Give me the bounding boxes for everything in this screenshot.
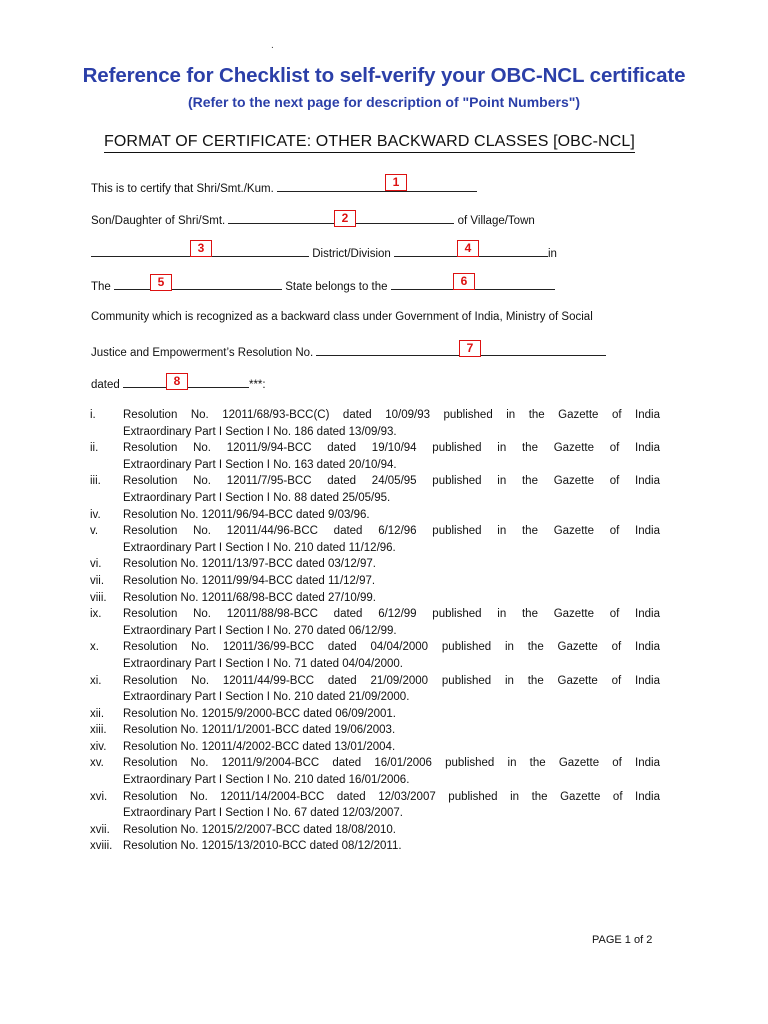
point-marker-7: 7 <box>459 340 481 357</box>
resolution-item <box>90 440 660 473</box>
reference-title: Reference for Checklist to self-verify your OBC-NCL certificate <box>82 64 686 87</box>
stray-dot: . <box>271 40 274 51</box>
resolution-item <box>90 556 660 573</box>
page-number: PAGE 1 of 2 <box>592 934 653 946</box>
resolution-item <box>90 523 660 556</box>
resolution-line1: Resolution No. 12011/4/2002-BCC dated 13/01/2004. <box>123 740 396 753</box>
resolution-number: v. <box>90 525 99 538</box>
resolution-line1: Resolution No. 12011/14/2004-BCC dated 12/03/2007 published in the Gazette of India <box>123 790 660 803</box>
resolution-line1: Resolution No. 12011/68/93-BCC(C) dated 10/09/93 published in the Gazette of India <box>123 409 660 421</box>
state-belongs-label: State belongs to the <box>285 281 388 293</box>
resolution-line1: Resolution No. 12015/13/2010-BCC dated 08/12/2011. <box>123 840 402 853</box>
resolution-number: viii. <box>90 591 107 604</box>
resolution-line1: Resolution No. 12011/1/2001-BCC dated 19/06/2003. <box>123 724 396 737</box>
resolution-list <box>90 407 660 855</box>
resolution-text <box>123 706 660 723</box>
resolution-line2: Extraordinary Part I Section I No. 67 dated 12/03/2007. <box>123 807 404 820</box>
resolution-item <box>90 722 660 739</box>
resolution-number: x. <box>90 641 99 654</box>
reference-subtitle: (Refer to the next page for description of "Point Numbers") <box>187 94 581 110</box>
resolution-item <box>90 706 660 723</box>
resolution-number: i. <box>90 409 96 421</box>
resolution-number: ix. <box>90 608 102 621</box>
name-blank <box>277 180 477 192</box>
resolution-text <box>123 473 660 506</box>
point-marker-4: 4 <box>457 240 479 257</box>
resolution-text <box>123 407 660 440</box>
resolution-line1: Resolution No. 12011/9/2004-BCC dated 16/01/2006 published in the Gazette of India <box>123 757 660 770</box>
resolution-line1: Resolution No. 12011/44/96-BCC dated 6/12/96 published in the Gazette of India <box>123 525 660 538</box>
resolution-item <box>90 639 660 672</box>
resolution-item <box>90 838 660 855</box>
resolution-line2: Extraordinary Part I Section I No. 88 dated 25/05/95. <box>123 491 391 504</box>
point-marker-1: 1 <box>385 174 407 191</box>
resolution-item <box>90 606 660 639</box>
resolution-number: ii. <box>90 442 99 455</box>
resolution-number: xvi. <box>90 790 108 803</box>
resolution-item <box>90 590 660 607</box>
resolution-line <box>91 344 606 359</box>
resolution-item <box>90 573 660 590</box>
resolution-number: xii. <box>90 707 105 720</box>
resolution-item <box>90 789 660 822</box>
resolution-line1: Resolution No. 12011/9/94-BCC dated 19/10/94 published in the Gazette of India <box>123 442 660 455</box>
resolution-text <box>123 822 660 839</box>
resolution-text <box>123 739 660 756</box>
resolution-text <box>123 639 660 672</box>
resolution-line1: Resolution No. 12011/13/97-BCC dated 03/12/97. <box>123 558 376 571</box>
resolution-item <box>90 739 660 756</box>
certificate-format-title: FORMAT OF CERTIFICATE: OTHER BACKWARD CLASSES [OBC-NCL] <box>104 133 635 153</box>
resolution-text <box>123 556 660 573</box>
resolution-line1: Resolution No. 12011/96/94-BCC dated 9/03/96. <box>123 508 370 521</box>
resolution-number: xiv. <box>90 740 107 753</box>
resolution-text <box>123 755 660 788</box>
resolution-item <box>90 407 660 440</box>
resolution-line2: Extraordinary Part I Section I No. 210 dated 11/12/96. <box>123 541 396 554</box>
resolution-line2: Extraordinary Part I Section I No. 210 dated 21/09/2000. <box>123 691 410 704</box>
resolution-item <box>90 473 660 506</box>
village-town-label: of Village/Town <box>457 215 535 227</box>
resolution-text <box>123 673 660 706</box>
resolution-text <box>123 838 660 855</box>
resolution-text <box>123 789 660 822</box>
resolution-number: iii. <box>90 475 101 488</box>
resolution-line1: Resolution No. 12011/99/94-BCC dated 11/12/97. <box>123 574 376 587</box>
point-marker-5: 5 <box>150 274 172 291</box>
dated-label: dated <box>91 379 120 391</box>
resolution-number: vi. <box>90 558 102 571</box>
resolution-line2: Extraordinary Part I Section I No. 71 dated 04/04/2000. <box>123 657 404 670</box>
resolution-line1: Resolution No. 12011/44/99-BCC dated 21/09/2000 published in the Gazette of India <box>123 674 660 687</box>
resolution-line2: Extraordinary Part I Section I No. 270 dated 06/12/99. <box>123 624 397 637</box>
asterisks: ***: <box>248 379 266 391</box>
point-marker-6: 6 <box>453 273 475 290</box>
resolution-text <box>123 590 660 607</box>
resolution-line1: Resolution No. 12011/68/98-BCC dated 27/10/99. <box>123 591 376 604</box>
resolution-line2: Extraordinary Part I Section I No. 210 dated 16/01/2006. <box>123 774 410 787</box>
resolution-text <box>123 523 660 556</box>
parent-label: Son/Daughter of Shri/Smt. <box>91 215 226 227</box>
resolution-item <box>90 673 660 706</box>
resolution-number: xviii. <box>90 840 113 853</box>
point-marker-3: 3 <box>190 240 212 257</box>
the-label: The <box>91 281 111 293</box>
resolution-line1: Resolution No. 12011/36/99-BCC dated 04/04/2000 published in the Gazette of India <box>123 641 660 654</box>
certify-line <box>91 180 477 195</box>
resolution-text <box>123 440 660 473</box>
resolution-text <box>123 573 660 590</box>
resolution-text <box>123 507 660 524</box>
district-label: District/Division <box>312 248 391 260</box>
resolution-text <box>123 722 660 739</box>
resolution-number: iv. <box>90 508 101 521</box>
resolution-number: xv. <box>90 757 104 770</box>
community-line: Community which is recognized as a backward class under Government of India, Ministry of Social <box>91 311 593 323</box>
district-line <box>91 245 557 260</box>
resolution-line1: Resolution No. 12011/88/98-BCC dated 6/12/99 published in the Gazette of India <box>123 608 660 621</box>
resolution-item <box>90 755 660 788</box>
resolution-number: xiii. <box>90 724 107 737</box>
resolution-text <box>123 606 660 639</box>
resolution-item <box>90 822 660 839</box>
resolution-label: Justice and Empowerment’s Resolution No. <box>91 347 314 359</box>
parent-line <box>91 212 535 227</box>
point-marker-8: 8 <box>166 373 188 390</box>
resolution-line1: Resolution No. 12015/9/2000-BCC dated 06/09/2001. <box>123 707 397 720</box>
point-marker-2: 2 <box>334 210 356 227</box>
certify-label: This is to certify that Shri/Smt./Kum. <box>91 183 274 195</box>
resolution-number: xi. <box>90 674 102 687</box>
in-label: in <box>548 248 557 260</box>
state-blank <box>114 278 282 290</box>
resolution-number: vii. <box>90 574 105 587</box>
resolution-item <box>90 507 660 524</box>
resolution-line2: Extraordinary Part I Section I No. 163 dated 20/10/94. <box>123 458 397 471</box>
resolution-line2: Extraordinary Part I Section I No. 186 dated 13/09/93. <box>123 425 397 438</box>
resolution-line1: Resolution No. 12011/7/95-BCC dated 24/05/95 published in the Gazette of India <box>123 475 660 488</box>
resolution-line1: Resolution No. 12015/2/2007-BCC dated 18/08/2010. <box>123 823 397 836</box>
resolution-number: xvii. <box>90 823 110 836</box>
